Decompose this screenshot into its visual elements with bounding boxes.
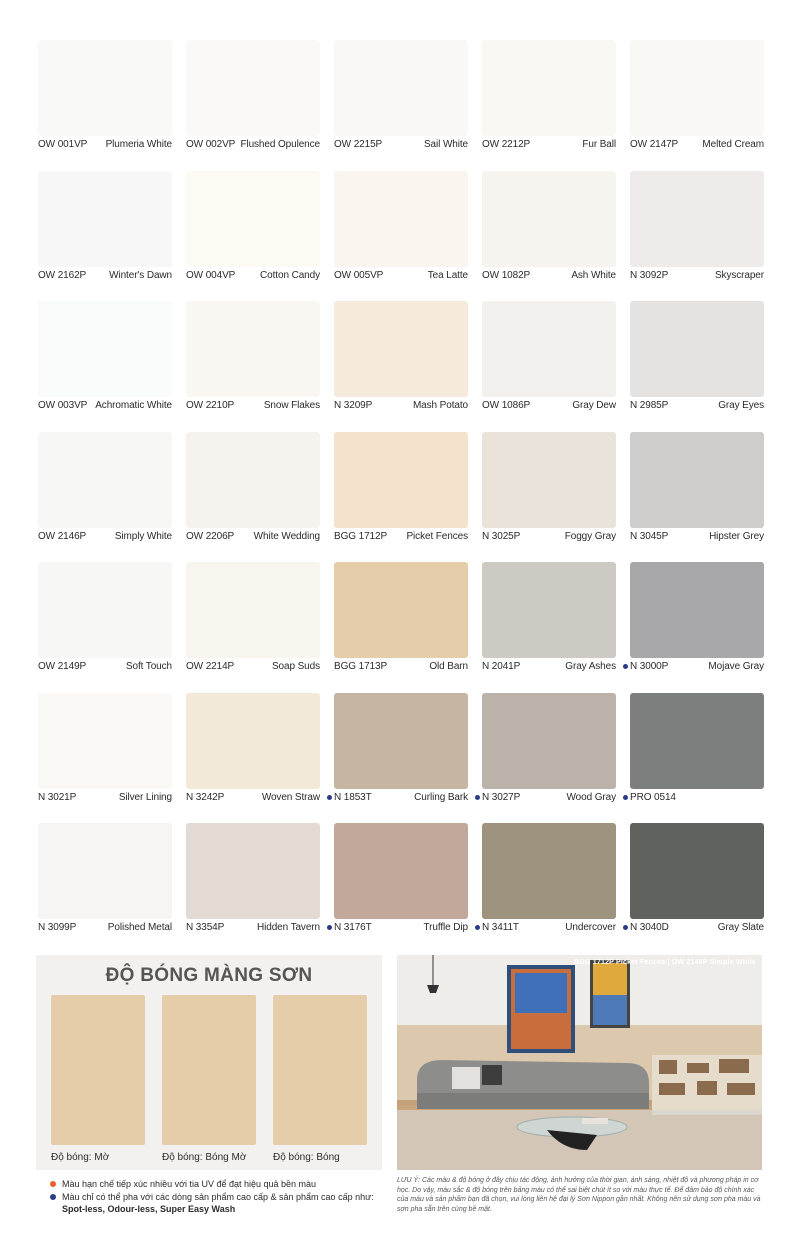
gloss-swatch-gloss	[273, 995, 367, 1145]
color-name: Melted Cream	[702, 139, 764, 150]
color-card	[482, 171, 616, 302]
color-swatch	[334, 562, 468, 658]
color-code-text: BGG 1713P	[334, 661, 388, 672]
color-code	[482, 400, 530, 411]
gloss-label-semi: Độ bóng: Bóng Mờ	[162, 1152, 247, 1163]
color-name: Wood Gray	[566, 791, 616, 803]
color-name: Foggy Gray	[564, 530, 616, 542]
color-code-text: N 3045P	[630, 530, 669, 542]
color-label	[186, 139, 320, 150]
color-code-text: N 3040D	[630, 922, 669, 933]
color-card	[186, 693, 320, 824]
color-card	[38, 432, 172, 563]
color-swatch	[482, 171, 616, 267]
color-code-text: OW 001VP	[38, 139, 88, 150]
color-code-text: N 1853T	[334, 791, 372, 803]
color-label	[334, 400, 468, 411]
color-name: Old Barn	[429, 661, 468, 672]
color-swatch	[630, 171, 764, 267]
color-label	[334, 792, 468, 803]
color-code	[334, 531, 387, 542]
color-label	[38, 270, 172, 281]
color-card	[630, 562, 764, 693]
color-label	[630, 792, 764, 803]
color-label	[186, 531, 320, 542]
color-code-text: OW 2215P	[334, 139, 383, 150]
color-name: Mash Potato	[412, 400, 468, 411]
orange-bullet-icon	[50, 1181, 56, 1187]
color-name: Plumeria White	[105, 139, 172, 150]
color-row	[38, 562, 762, 693]
color-label	[630, 270, 764, 281]
color-swatch	[38, 693, 172, 789]
color-swatch	[186, 171, 320, 267]
color-name: Soap Suds	[271, 661, 320, 672]
color-label	[38, 792, 172, 803]
color-label	[334, 270, 468, 281]
color-code	[482, 139, 530, 150]
color-row	[38, 40, 762, 171]
color-name: Woven Straw	[261, 791, 320, 803]
disclaimer: LƯU Ý: Các màu & độ bóng ở đây chịu tác động, ảnh hưởng của thời gian, ánh sáng, nhiệt độ và phương pháp in cơ học. Do vậy, màu sắc & độ bóng trên bảng màu có thể sai biệt chút ít so với màu thực tế. Để đảm bảo độ chính xác của màu và sản phẩm bạn đã chọn, vui lòng liên hệ đại lý Sơn Nippon gần nhất. Không nên sử dụng sơn pha màu và sơn pha sẵn trên cùng bề mặt.	[397, 1177, 761, 1213]
color-card	[38, 301, 172, 432]
color-code-text: OW 2149P	[38, 661, 87, 672]
color-code-text: OW 2210P	[186, 400, 235, 411]
color-label	[186, 792, 320, 803]
color-swatch	[482, 823, 616, 919]
color-code	[630, 792, 676, 803]
color-name: Polished Metal	[107, 922, 172, 933]
color-label	[630, 922, 764, 933]
premium-dot-icon	[475, 925, 480, 930]
color-name: Curling Bark	[414, 791, 468, 803]
color-card	[334, 432, 468, 563]
color-code	[38, 922, 76, 933]
color-label	[334, 661, 468, 672]
color-swatch	[630, 432, 764, 528]
color-swatch	[186, 40, 320, 136]
color-swatch	[482, 562, 616, 658]
color-card	[38, 693, 172, 824]
premium-dot-icon	[327, 925, 332, 930]
color-code-text: OW 005VP	[334, 269, 384, 281]
color-code	[334, 139, 382, 150]
color-code	[630, 270, 668, 281]
color-code	[334, 792, 372, 803]
color-code	[186, 270, 235, 281]
color-card	[334, 562, 468, 693]
color-row	[38, 171, 762, 302]
note-uv-text: Màu hạn chế tiếp xúc nhiều với tia UV để đạt hiệu quả bền màu	[62, 1179, 317, 1189]
gloss-title: ĐỘ BÓNG MÀNG SƠN	[105, 965, 313, 986]
color-swatch	[334, 693, 468, 789]
color-name: Fur Ball	[582, 139, 616, 150]
color-code-text: N 3176T	[334, 922, 372, 933]
gloss-label-gloss: Độ bóng: Bóng	[273, 1152, 340, 1163]
color-card	[630, 301, 764, 432]
color-card	[38, 823, 172, 954]
color-code	[38, 792, 76, 803]
color-code	[334, 270, 383, 281]
color-label	[38, 661, 172, 672]
color-name: Winter's Dawn	[109, 269, 172, 281]
color-code-text: N 3099P	[38, 922, 77, 933]
color-card	[630, 823, 764, 954]
note-premium-products: Spot-less, Odour-less, Super Easy Wash	[62, 1204, 236, 1214]
color-code-text: OW 2214P	[186, 661, 235, 672]
color-label	[630, 400, 764, 411]
color-card	[630, 693, 764, 824]
color-swatch	[38, 301, 172, 397]
blue-bullet-icon	[50, 1194, 56, 1200]
color-label	[38, 400, 172, 411]
color-name: Gray Slate	[717, 922, 764, 933]
color-swatch	[334, 40, 468, 136]
color-card	[38, 40, 172, 171]
color-swatch	[186, 562, 320, 658]
color-code	[630, 400, 668, 411]
color-name: Hipster Grey	[709, 530, 764, 542]
color-label	[630, 531, 764, 542]
color-label	[482, 400, 616, 411]
color-code-text: OW 004VP	[186, 269, 236, 281]
color-label	[630, 661, 764, 672]
color-code	[482, 792, 520, 803]
premium-dot-icon	[623, 795, 628, 800]
room-photo	[397, 955, 762, 1170]
color-code-text: N 3025P	[482, 530, 521, 542]
color-card	[482, 301, 616, 432]
color-card	[334, 171, 468, 302]
color-code-text: N 2041P	[482, 661, 521, 672]
color-swatch	[630, 823, 764, 919]
color-code	[186, 531, 234, 542]
color-code-text: BGG 1712P	[334, 530, 388, 542]
color-label	[482, 270, 616, 281]
color-card	[630, 432, 764, 563]
color-code	[630, 139, 678, 150]
color-code	[482, 922, 519, 933]
color-grid	[38, 40, 762, 954]
color-code-text: PRO 0514	[630, 791, 676, 803]
color-label	[482, 661, 616, 672]
color-code	[38, 531, 86, 542]
color-card	[482, 562, 616, 693]
color-name: Cotton Candy	[260, 269, 320, 281]
color-swatch	[334, 432, 468, 528]
color-code	[38, 400, 87, 411]
color-card	[186, 562, 320, 693]
color-swatch	[38, 432, 172, 528]
color-name: Undercover	[565, 922, 616, 933]
color-label	[38, 922, 172, 933]
color-swatch	[186, 693, 320, 789]
color-swatch	[186, 301, 320, 397]
color-swatch	[38, 562, 172, 658]
color-card	[38, 171, 172, 302]
photo-caption: BGG 1712P Picket Fences | OW 2146P Simple White	[574, 959, 756, 966]
color-label	[186, 661, 320, 672]
color-name: Tea Latte	[427, 269, 468, 281]
color-label	[186, 922, 320, 933]
color-code	[630, 661, 668, 672]
color-code-text: N 3027P	[482, 791, 521, 803]
color-name: Sail White	[423, 139, 468, 150]
color-swatch	[482, 40, 616, 136]
color-code	[38, 661, 86, 672]
color-row	[38, 301, 762, 432]
color-code-text: OW 2212P	[482, 139, 531, 150]
color-code	[186, 792, 224, 803]
color-name: Ash White	[571, 269, 616, 281]
color-swatch	[630, 40, 764, 136]
color-name: Silver Lining	[118, 791, 172, 803]
color-label	[482, 139, 616, 150]
color-label	[334, 139, 468, 150]
color-swatch	[186, 432, 320, 528]
color-code-text: OW 2206P	[186, 530, 235, 542]
color-code-text: OW 002VP	[186, 139, 236, 150]
color-row	[38, 432, 762, 563]
color-name: Flushed Opulence	[240, 139, 320, 150]
color-code-text: OW 1082P	[482, 269, 531, 281]
gloss-panel	[36, 955, 382, 1170]
color-label	[334, 531, 468, 542]
color-name: Snow Flakes	[263, 400, 320, 411]
note-premium-text: Màu chỉ có thể pha với các dòng sản phẩm cao cấp & sản phẩm cao cấp như:	[62, 1192, 374, 1202]
color-card	[482, 40, 616, 171]
notes	[50, 1178, 380, 1216]
color-code-text: OW 2162P	[38, 269, 87, 281]
color-code-text: N 3092P	[630, 269, 669, 281]
color-name: Truffle Dip	[423, 922, 468, 933]
color-swatch	[482, 693, 616, 789]
color-code-text: N 2985P	[630, 400, 669, 411]
premium-dot-icon	[327, 795, 332, 800]
color-label	[630, 139, 764, 150]
color-code-text: N 3354P	[186, 922, 225, 933]
color-card	[334, 693, 468, 824]
color-code-text: N 3000P	[630, 661, 669, 672]
color-name: Skyscraper	[714, 269, 764, 281]
color-code	[334, 922, 372, 933]
color-code-text: N 3411T	[482, 922, 519, 933]
color-card	[186, 301, 320, 432]
color-swatch	[630, 562, 764, 658]
color-code	[186, 139, 235, 150]
color-code-text: OW 003VP	[38, 400, 88, 411]
color-card	[186, 432, 320, 563]
color-name: Gray Dew	[572, 400, 616, 411]
color-code	[186, 661, 234, 672]
color-code	[38, 270, 86, 281]
color-label	[38, 139, 172, 150]
color-card	[482, 432, 616, 563]
premium-dot-icon	[475, 795, 480, 800]
color-swatch	[186, 823, 320, 919]
color-card	[334, 40, 468, 171]
color-card	[186, 171, 320, 302]
color-code-text: OW 2146P	[38, 530, 87, 542]
color-code	[334, 400, 372, 411]
color-swatch	[38, 171, 172, 267]
color-label	[38, 531, 172, 542]
color-name: Mojave Gray	[708, 661, 764, 672]
color-code	[334, 661, 387, 672]
color-swatch	[334, 301, 468, 397]
gloss-swatch-semi	[162, 995, 256, 1145]
color-code	[482, 270, 530, 281]
note-premium	[50, 1191, 380, 1215]
color-swatch	[630, 301, 764, 397]
color-swatch	[38, 40, 172, 136]
color-label	[186, 270, 320, 281]
color-label	[482, 531, 616, 542]
color-card	[334, 823, 468, 954]
color-code	[482, 531, 520, 542]
color-name: Hidden Tavern	[256, 922, 320, 933]
color-code	[186, 400, 234, 411]
color-code	[630, 922, 669, 933]
color-label	[482, 792, 616, 803]
color-card	[630, 171, 764, 302]
premium-dot-icon	[623, 925, 628, 930]
color-label	[186, 400, 320, 411]
color-code-text: N 3209P	[334, 400, 373, 411]
color-code-text: OW 1086P	[482, 400, 531, 411]
color-swatch	[482, 432, 616, 528]
color-name: Gray Eyes	[718, 400, 764, 411]
color-code	[630, 531, 668, 542]
color-code-text: N 3021P	[38, 791, 77, 803]
color-card	[630, 40, 764, 171]
color-card	[38, 562, 172, 693]
room-illustration	[397, 955, 762, 1170]
color-code-text: N 3242P	[186, 791, 225, 803]
color-swatch	[38, 823, 172, 919]
color-code-text: OW 2147P	[630, 139, 679, 150]
color-swatch	[334, 171, 468, 267]
color-code	[38, 139, 87, 150]
color-code	[186, 922, 224, 933]
color-name: Simply White	[114, 530, 172, 542]
color-card	[186, 40, 320, 171]
color-card	[334, 301, 468, 432]
color-name: Soft Touch	[125, 661, 172, 672]
color-label	[482, 922, 616, 933]
color-card	[482, 823, 616, 954]
color-swatch	[630, 693, 764, 789]
color-swatch	[334, 823, 468, 919]
color-name: Picket Fences	[406, 530, 468, 542]
color-card	[482, 693, 616, 824]
color-swatch	[482, 301, 616, 397]
gloss-swatch-matte	[51, 995, 145, 1145]
color-row	[38, 823, 762, 954]
color-name: White Wedding	[253, 530, 320, 542]
note-uv	[50, 1178, 380, 1190]
color-card	[186, 823, 320, 954]
color-code	[482, 661, 520, 672]
color-label	[334, 922, 468, 933]
color-name: Achromatic White	[95, 400, 172, 411]
color-row	[38, 693, 762, 824]
color-name: Gray Ashes	[565, 661, 616, 672]
gloss-label-matte: Độ bóng: Mờ	[51, 1152, 110, 1163]
premium-dot-icon	[623, 664, 628, 669]
